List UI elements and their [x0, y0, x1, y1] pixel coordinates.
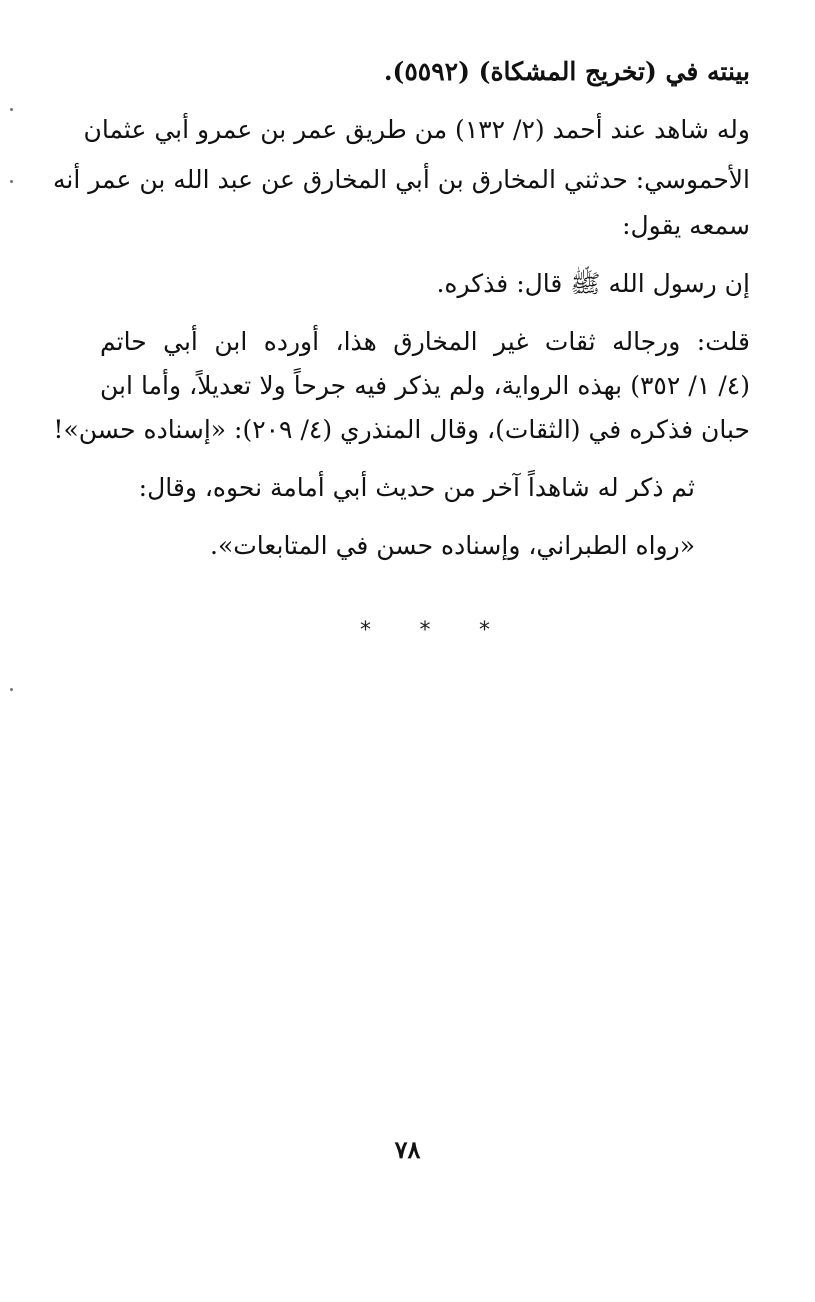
paragraph-2-line-2: الأحموسي: حدثني المخارق بن أبي المخارق عن عبد الله بن عمر أنه [52, 165, 750, 194]
paragraph-6-line-1: «رواه الطبراني، وإسناده حسن في المتابعات». [210, 531, 695, 560]
asterisk-ornament: * [479, 618, 490, 643]
margin-mark [10, 180, 13, 183]
asterisk-ornament: * [360, 618, 371, 643]
margin-mark [10, 108, 13, 111]
paragraph-5-line-1: ثم ذكر له شاهداً آخر من حديث أبي أمامة نحوه، وقال: [138, 473, 695, 502]
paragraph-3-line-1: إن رسول الله ﷺ قال: فذكره. [436, 269, 750, 298]
section-separator [360, 618, 490, 643]
paragraph-1-line-1: بينته في (تخريج المشكاة) (٥٥٩٢). [383, 57, 750, 86]
asterisk-ornament: * [419, 618, 431, 643]
paragraph-4-line-2: (٤/ ١/ ٣٥٢) بهذه الرواية، ولم يذكر فيه جرحاً ولا تعديلاً، وأما ابن [100, 371, 750, 400]
margin-mark [10, 688, 13, 691]
paragraph-2-line-1: وله شاهد عند أحمد (٢/ ١٣٢) من طريق عمر بن عمرو أبي عثمان [83, 115, 750, 144]
paragraph-2-line-3: سمعه يقول: [622, 211, 750, 240]
paragraph-4-line-3: حبان فذكره في (الثقات)، وقال المنذري (٤/ ٢٠٩): «إسناده حسن»! [53, 415, 750, 444]
paragraph-4-line-1: قلت: ورجاله ثقات غير المخارق هذا، أورده ابن أبي حاتم [100, 327, 750, 356]
page-number: ٧٨ [394, 1135, 421, 1164]
